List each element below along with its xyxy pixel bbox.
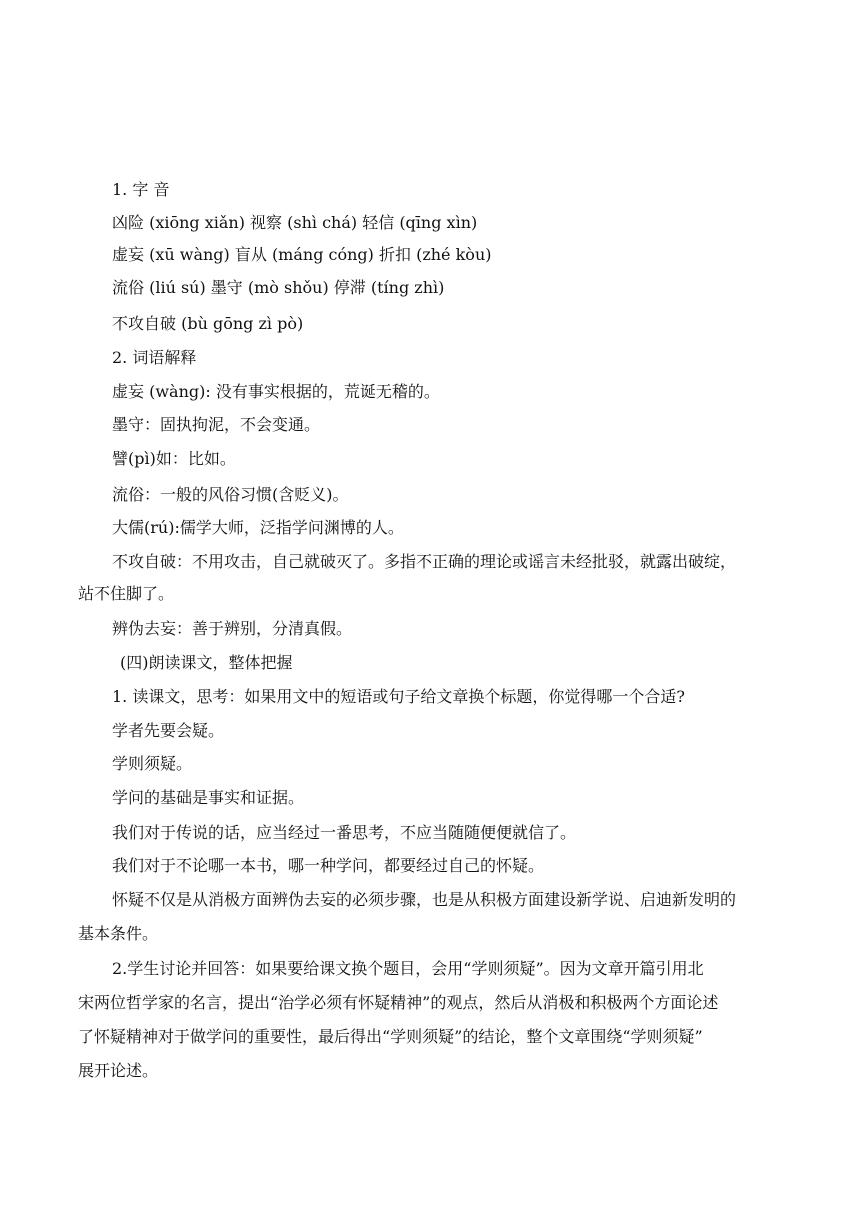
- reading-option-cont: 基本条件。: [78, 924, 159, 943]
- answer-paragraph-cont: 宋两位哲学家的名言，提出“治学必须有怀疑精神”的观点，然后从消极和积极两个方面论述: [78, 993, 719, 1012]
- vocab-item: 大儒(rú):儒学大师，泛指学问渊博的人。: [112, 518, 404, 537]
- vocab-item: 流俗：一般的风俗习惯(含贬义)。: [112, 485, 349, 504]
- pronunciation-line: 虚妄 (xū wàng) 盲从 (máng cóng) 折扣 (zhé kòu): [112, 245, 492, 264]
- reading-question: 1. 读课文，思考：如果用文中的短语或句子给文章换个标题，你觉得哪一个合适?: [112, 687, 685, 706]
- vocab-item: 墨守：固执拘泥，不会变通。: [112, 415, 321, 434]
- vocab-item-bugong-cont: 站不住脚了。: [78, 584, 175, 603]
- answer-paragraph: 2.学生讨论并回答：如果要给课文换个题目，会用“学则须疑”。因为文章开篇引用北: [112, 959, 704, 978]
- answer-paragraph-cont: 展开论述。: [78, 1061, 159, 1080]
- vocab-item: 虚妄 (wàng): 没有事实根据的，荒诞无稽的。: [112, 382, 440, 401]
- reading-heading: (四)朗读课文，整体把握: [120, 653, 293, 672]
- pronunciation-heading: 1. 字 音: [112, 180, 170, 199]
- vocab-item: 譬(pì)如：比如。: [112, 449, 236, 468]
- pronunciation-line: 凶险 (xiōng xiǎn) 视察 (shì chá) 轻信 (qīng xìn): [112, 213, 478, 232]
- reading-option: 学者先要会疑。: [112, 721, 225, 740]
- vocab-heading: 2. 词语解释: [112, 348, 197, 367]
- reading-option: 怀疑不仅是从消极方面辨伪去妄的必须步骤，也是从积极方面建设新学说、启迪新发明的: [112, 890, 737, 909]
- reading-option: 我们对于传说的话，应当经过一番思考，不应当随随便便就信了。: [112, 823, 577, 842]
- reading-option: 我们对于不论哪一本书，哪一种学问，都要经过自己的怀疑。: [112, 856, 545, 875]
- reading-option: 学问的基础是事实和证据。: [112, 788, 305, 807]
- vocab-item-bugong: 不攻自破：不用攻击，自己就破灭了。多指不正确的理论或谣言未经批驳，就露出破绽，: [112, 552, 737, 571]
- answer-paragraph-cont: 了怀疑精神对于做学问的重要性，最后得出“学则须疑”的结论，整个文章围绕“学则须疑”: [78, 1027, 703, 1046]
- pronunciation-line: 不攻自破 (bù gōng zì pò): [112, 314, 304, 333]
- vocab-item-bianwei: 辨伪去妄：善于辨别，分清真假。: [112, 619, 353, 638]
- pronunciation-line: 流俗 (liú sú) 墨守 (mò shǒu) 停滞 (tíng zhì): [112, 278, 445, 297]
- reading-option: 学则须疑。: [112, 754, 193, 773]
